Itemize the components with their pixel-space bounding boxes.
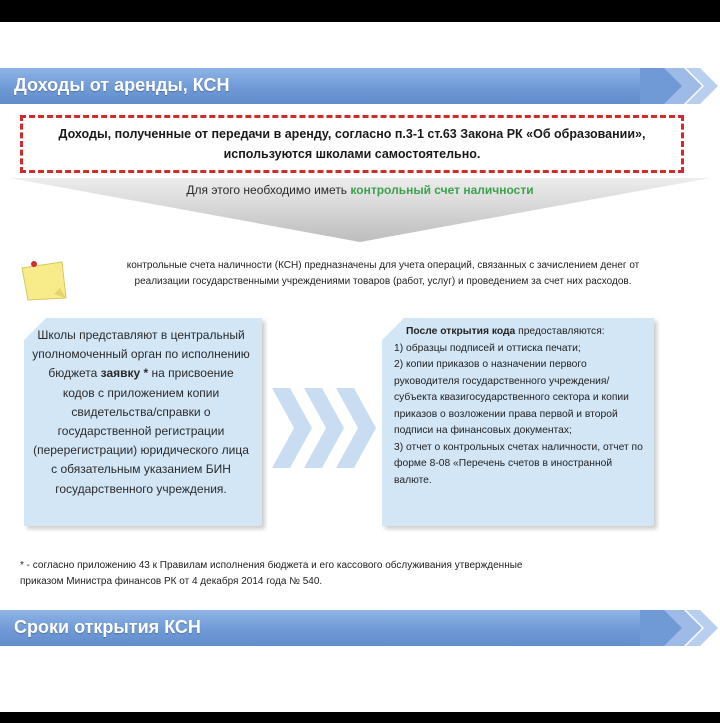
bottom-letterbox (0, 712, 720, 723)
documents-item: 2) копии приказов о назначении первого руководителя государственного учреждения/субъекта квазигосударственного сектора и копии приказов о возложении права первой и второй подписи на финансовых документах; (394, 359, 629, 436)
sticky-note-icon (20, 258, 70, 302)
footnote (20, 558, 700, 590)
notice-line-2: используются школами самостоятельно. (223, 147, 481, 161)
section-title: Сроки открытия КСН (14, 617, 201, 637)
requirement-prefix: Для этого необходимо иметь (186, 183, 351, 197)
triple-chevron-right-icon (272, 388, 376, 468)
documents-item: 3) отчет о контрольных счетах наличности, отчет по форме 8-08 «Перечень счетов в иностранной валюте. (394, 441, 643, 486)
ksn-definition (78, 258, 688, 290)
double-chevron-right-icon (640, 68, 720, 104)
requirement-text (0, 183, 720, 197)
documents-item: 1) образцы подписей и оттиска печати; (394, 342, 581, 354)
notice-line-1: Доходы, полученные от передачи в аренду, согласно п.3-1 ст.63 Закона РК «Об образовании», (58, 127, 646, 141)
top-letterbox (0, 0, 720, 22)
section-banner-income (0, 68, 720, 104)
footnote-line-1: * - согласно приложению 43 к Правилам исполнения бюджета и его кассового обслуживания утвержденные (20, 560, 523, 571)
double-chevron-right-icon (640, 610, 720, 646)
requirement-highlight: контрольный счет наличности (350, 183, 534, 197)
section-title: Доходы от аренды, КСН (14, 75, 230, 95)
definition-line-1: контрольные счета наличности (КСН) предназначены для учета операций, связанных с зачислением денег от (126, 260, 640, 271)
documents-text: После открытия кода предоставляются: 1) образцы подписей и оттиска печати; 2) копии приказов о назначении первого руководителя государственного учреждения/субъекта квазигосударственного сектора и копии приказов о возложении права первой и второй подписи на финансовых документах; 3) отчет о контрольных счетах наличности, отчет по форме 8-08 «Перечень счетов в иностранной валюте. (394, 324, 648, 489)
application-keyword: заявку * (100, 366, 149, 381)
section-banner-terms (0, 610, 720, 646)
footnote-line-2: приказом Министра финансов РК от 4 декабря 2014 года № 540. (20, 576, 323, 587)
application-text: Школы представляют в центральный уполномоченный орган по исполнению бюджета заявку * на присвоение кодов с приложением копии свидетельства/справки о государственной регистрации (перерегистрации) юридического лица с обязательным указанием БИН государственного учреждения. (32, 328, 250, 496)
income-notice-box (20, 115, 684, 173)
definition-line-2: реализации государственными учреждениями товаров (работ, услуг) и проведением за счет них расходов. (134, 276, 632, 287)
documents-heading: После открытия кода (406, 326, 516, 337)
